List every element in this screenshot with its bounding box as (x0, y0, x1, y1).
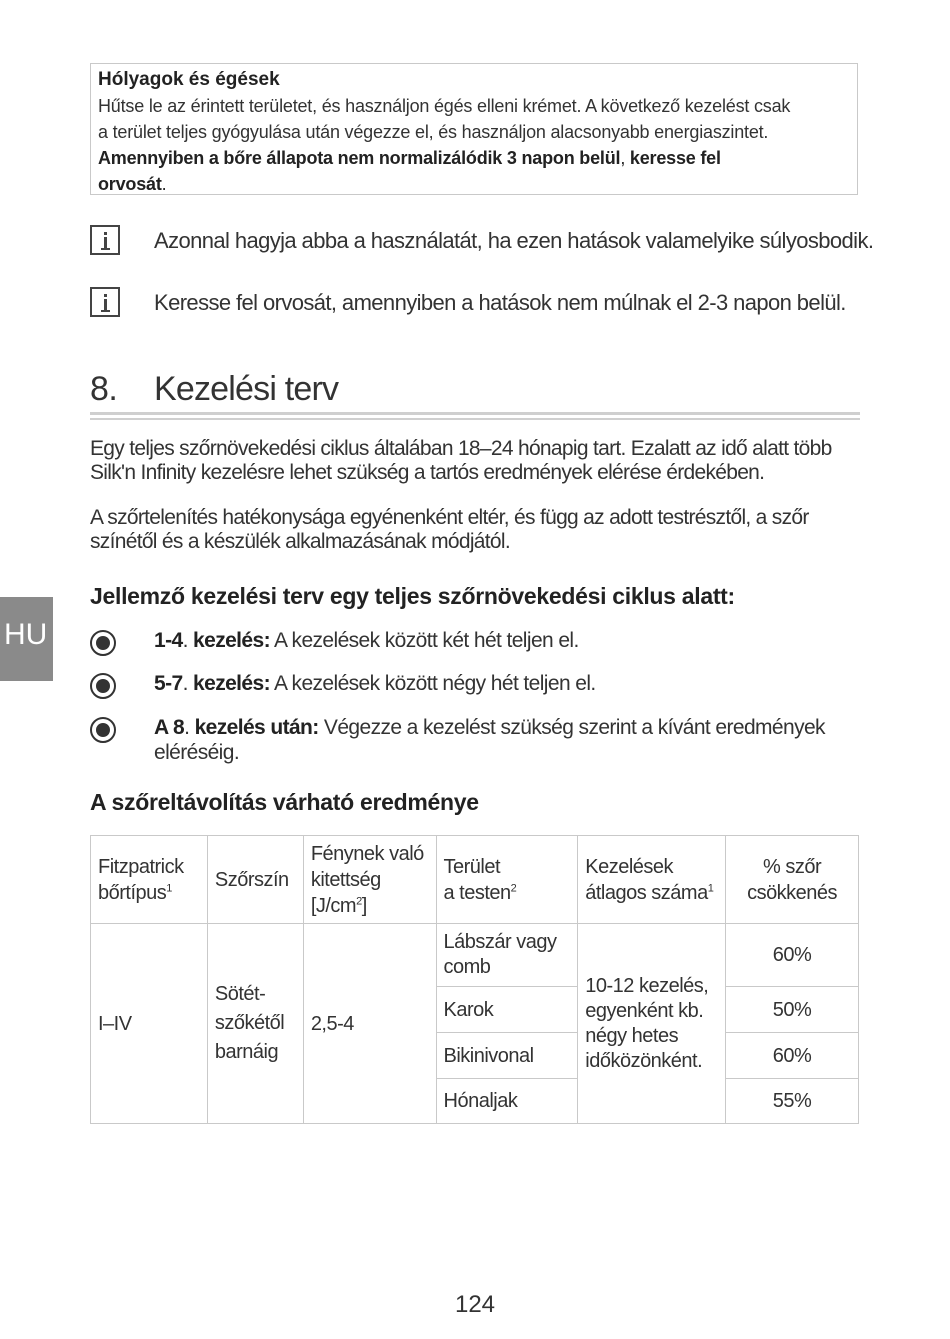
warning-advice (98, 145, 850, 171)
plan-item-num: 1-4 (154, 629, 183, 652)
plan-heading: Jellemző kezelési terv egy teljes szőrnövekedési ciklus alatt: (90, 583, 735, 609)
warning-advice-bold-3: orvosát (98, 174, 162, 194)
plan-item (90, 671, 860, 701)
section-number: 8. (90, 370, 118, 408)
warning-advice-bold-1: Amennyiben a bőre állapota nem normalizálódik 3 napon belül (98, 148, 621, 168)
table-header-row (91, 836, 859, 924)
header-hair-reduction: % szőr csökkenés (726, 836, 859, 924)
plan-item-desc: A kezelések között két hét teljen el. (269, 629, 579, 652)
header-hair-color: Szőrszín (207, 836, 303, 924)
radio-bullet-icon (90, 630, 116, 656)
plan-item (90, 628, 860, 658)
page-number: 124 (454, 1291, 496, 1318)
section-divider (90, 412, 860, 415)
info-note-text: Keresse fel orvosát, amennyiben a hatások nem múlnak el 2-3 napon belül. (154, 290, 846, 315)
info-icon (90, 225, 120, 255)
cell-reduction: 60% (726, 1033, 859, 1079)
section-title: Kezelési terv (154, 370, 339, 408)
warning-line-1: Hűtse le az érintett területet, és használjon égés elleni krémet. A következő kezelést csak (98, 96, 791, 116)
warning-advice-cont (98, 171, 850, 197)
plan-item-text (154, 715, 860, 765)
plan-item-label: kezelés után: (189, 716, 319, 739)
cell-area: Lábszár vagy comb (436, 924, 578, 987)
cell-area: Bikinivonal (436, 1033, 578, 1079)
plan-item-num: A 8 (154, 716, 185, 739)
plan-item-desc: Végezze a kezelést szükség szerint a kívánt eredmények eléréséig. (154, 716, 825, 764)
info-icon (90, 287, 120, 317)
plan-item-num: 5-7 (154, 672, 183, 695)
plan-item-dot: . (182, 629, 188, 652)
table-row (91, 924, 859, 987)
cell-reduction: 55% (726, 1079, 859, 1124)
plan-item-label: kezelés: (187, 629, 270, 652)
plan-item-dot: . (182, 672, 188, 695)
header-body-area: Terület a testen$^2$ (436, 836, 578, 924)
plan-item (90, 715, 860, 767)
results-table (90, 835, 859, 1124)
warning-advice-bold-2: keresse fel (629, 148, 721, 168)
language-tab (0, 597, 53, 681)
info-note-1 (90, 225, 874, 259)
header-fluence: Fénynek való kitettség $[J/cm^2]$ (303, 836, 436, 924)
info-note-text: Azonnal hagyja abba a használatát, ha ezen hatások valamelyike súlyosbodik. (154, 228, 874, 253)
info-note-2 (90, 287, 860, 321)
cell-treatment-count: 10-12 kezelés, egyenként kb. négy hetes időközönként. (578, 924, 726, 1124)
cell-area: Hónaljak (436, 1079, 578, 1124)
paragraph-efficacy: A szőrtelenítés hatékonysága egyénenként eltér, és függ az adott testrésztől, a szőr színétől és a készülék alkalmazásának módjától. (90, 506, 809, 553)
section-divider (90, 418, 860, 420)
plan-item-dot: . (184, 716, 190, 739)
cell-area: Karok (436, 987, 578, 1033)
radio-bullet-icon (90, 717, 116, 743)
cell-reduction: 60% (726, 924, 859, 987)
cell-skin-type: I–IV (91, 924, 208, 1124)
paragraph-cycle: Egy teljes szőrnövekedési ciklus általában 18–24 hónapig tart. Ezalatt az idő alatt több Silk'n Infinity kezelésre lehet szükség a tartós eredmények elérése érdekében. (90, 437, 832, 484)
results-heading: A szőreltávolítás várható eredménye (90, 789, 479, 815)
language-tab-label: HU (4, 618, 48, 651)
warning-advice-period: . (161, 174, 167, 194)
radio-bullet-icon (90, 673, 116, 699)
warning-title: Hólyagok és égések (98, 69, 280, 90)
plan-item-label: kezelés: (187, 672, 270, 695)
warning-line-2: a terület teljes gyógyulása után végezze el, és használjon alacsonyabb energiaszintet. (98, 122, 769, 142)
header-treatment-count: Kezelések átlagos száma$^1$ (578, 836, 726, 924)
plan-item-desc: A kezelések között négy hét teljen el. (269, 672, 596, 695)
header-fitzpatrick: Fitzpatrick bőrtípus$^1$ (91, 836, 208, 924)
cell-reduction: 50% (726, 987, 859, 1033)
plan-item-text (154, 628, 860, 653)
warning-advice-comma: , (620, 148, 630, 168)
cell-fluence: 2,5-4 (303, 924, 436, 1124)
plan-item-text (154, 671, 860, 696)
warning-box (90, 63, 858, 195)
cell-hair-color: Sötét-szőkétől barnáig (207, 924, 303, 1124)
